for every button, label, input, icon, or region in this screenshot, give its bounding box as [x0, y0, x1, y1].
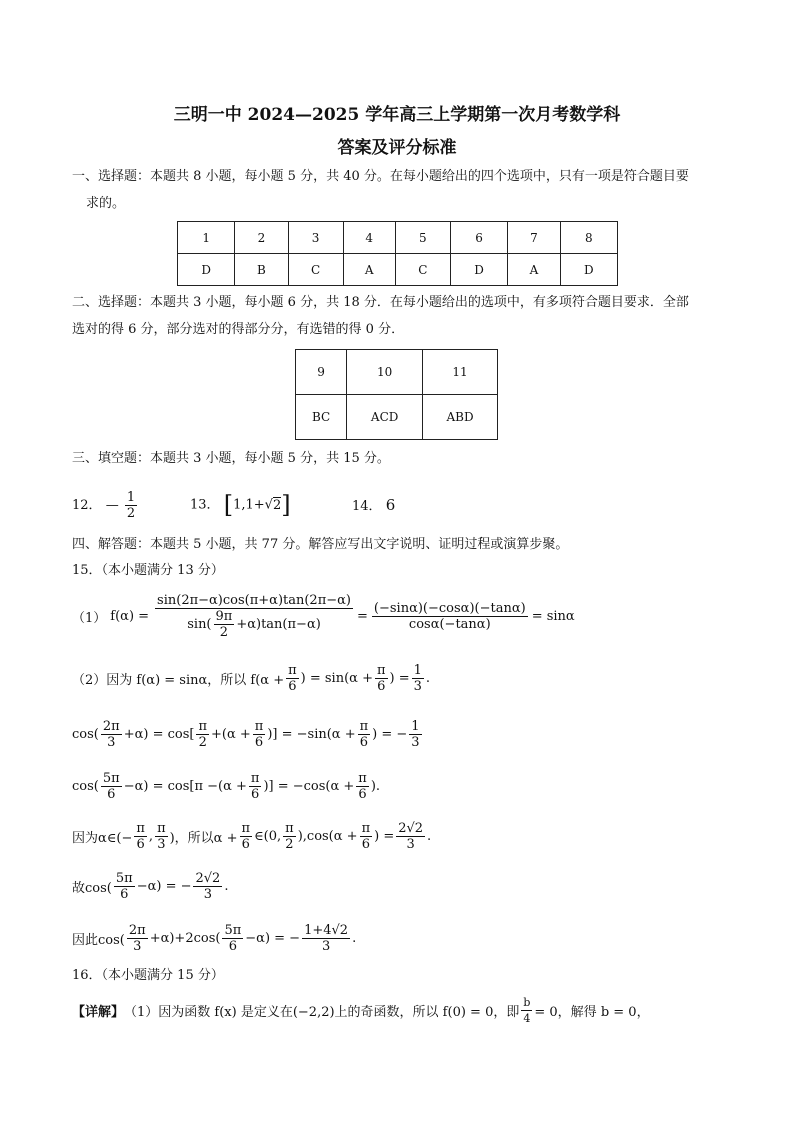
fraction [375, 663, 388, 694]
text: )] = −cos(α + [263, 778, 355, 794]
text: ) = − [372, 726, 408, 742]
table-cell: 6 [450, 222, 507, 254]
text: ) = [374, 828, 395, 844]
den: 3 [133, 938, 142, 954]
q15-line5 [72, 816, 431, 856]
den: 3 [411, 734, 420, 750]
equals: = [357, 608, 368, 624]
text: 因为α∈(− [72, 830, 133, 846]
den: 6 [241, 836, 250, 852]
den: 3 [406, 836, 415, 852]
num: π [241, 820, 251, 836]
inner-num: 9π [215, 608, 233, 624]
q12-answer [72, 488, 139, 524]
den: 6 [136, 836, 145, 852]
text: −α) = − [136, 878, 192, 894]
period: . [425, 670, 431, 686]
q14-value: 6 [385, 496, 396, 514]
fraction [193, 871, 222, 902]
period: . [427, 828, 432, 844]
result: = sinα [531, 608, 575, 624]
fraction [412, 663, 424, 694]
table-cell: 9 [296, 350, 347, 395]
text: ∈(0, [254, 828, 282, 844]
inner-fraction [214, 609, 235, 640]
text: = 0，解得 b = 0， [534, 1004, 650, 1020]
q14-label: 14． [352, 499, 382, 514]
table-cell: 2 [235, 222, 288, 254]
q13-answer: 13． [1,1+√2] [190, 491, 291, 519]
text: ). [370, 778, 381, 794]
denominator: cosα(−tanα) [408, 616, 491, 632]
table-cell: 5 [395, 222, 450, 254]
q15-line3 [72, 714, 424, 754]
q13-sqrt-arg: 2 [272, 497, 282, 513]
period: . [352, 930, 357, 946]
num: 1+4√2 [304, 922, 349, 938]
period: . [224, 878, 229, 894]
section2-heading-cont: 选对的得 6 分，部分选对的得部分分，有选错的得 0 分． [72, 322, 405, 337]
choice-answer-table [177, 221, 618, 286]
den: 6 [358, 786, 367, 802]
den: 3 [321, 938, 331, 954]
text: cos( [72, 726, 99, 742]
num: 1 [411, 718, 420, 734]
multi-answer-table [295, 349, 498, 440]
num: π [198, 718, 207, 734]
den: 3 [157, 836, 166, 852]
q12-sign: — [105, 498, 119, 513]
text: ) = sin(α + [300, 670, 373, 686]
inner-den: 2 [219, 624, 229, 640]
den: 6 [251, 786, 260, 802]
section1-heading: 一、选择题：本题共 8 小题，每小题 5 分，共 40 分。在每小题给出的四个选项中，只有一项是符合题目要 [72, 169, 689, 184]
q15-part2-line1 [72, 658, 430, 698]
table-cell: A [508, 254, 560, 286]
fraction [114, 871, 135, 902]
q12-numerator: 1 [126, 490, 136, 505]
text: )] = −sin(α + [267, 726, 356, 742]
num: π [361, 820, 371, 836]
text: （1）因为函数 f(x) 是定义在(−2,2)上的奇函数，所以 f(0) = 0，即 [124, 1004, 520, 1020]
den: 3 [107, 734, 116, 750]
den-part: sin( [187, 616, 212, 632]
q14-answer [352, 495, 395, 514]
text: +α) = cos[ [123, 726, 195, 742]
den: 6 [228, 938, 237, 954]
fraction [356, 771, 369, 802]
num: 5π [102, 770, 120, 786]
table-cell: BC [296, 395, 347, 440]
den: 6 [254, 734, 264, 750]
table-cell: 1 [178, 222, 235, 254]
den: 2 [285, 836, 294, 852]
fraction [101, 771, 122, 802]
q15-line7 [72, 918, 356, 958]
text: −α) = − [245, 930, 301, 946]
num: 2π [102, 718, 120, 734]
q15-header: 15．（本小题满分 13 分） [72, 563, 224, 578]
table-cell: ACD [347, 395, 423, 440]
text: −α) = cos[π −(α + [123, 778, 247, 794]
den: 3 [203, 886, 213, 902]
table-cell: D [450, 254, 507, 286]
num: π [250, 770, 260, 786]
den: 4 [523, 1011, 531, 1025]
q15-fraction-2 [372, 601, 528, 632]
den: 6 [359, 734, 369, 750]
fraction [521, 995, 532, 1026]
num: π [254, 718, 264, 734]
q13-label: 13． [190, 497, 220, 513]
table-cell: 10 [347, 350, 423, 395]
text: )，所以α + [169, 830, 238, 846]
den: 6 [107, 786, 116, 802]
fraction [409, 719, 421, 750]
num: b [523, 995, 531, 1009]
q15-part1-label: （1） [72, 610, 107, 626]
q12-fraction [125, 490, 137, 521]
text: ) = [389, 670, 410, 686]
table-cell: A [343, 254, 395, 286]
q15-line6 [72, 866, 228, 906]
table-cell: 7 [508, 222, 560, 254]
den: 6 [377, 678, 386, 694]
fraction [101, 719, 122, 750]
fraction [283, 821, 296, 852]
fraction [134, 821, 147, 852]
text: +α)+2cos( [149, 930, 221, 946]
q16-detail [72, 990, 650, 1030]
q12-label: 12． [72, 498, 102, 513]
table-cell: D [178, 254, 235, 286]
section3-heading: 三、填空题：本题共 3 小题，每小题 5 分，共 15 分。 [72, 451, 390, 466]
fraction [196, 719, 209, 750]
section1-heading-cont: 求的。 [86, 196, 126, 211]
num: 5π [224, 922, 242, 938]
num: 2√2 [195, 870, 221, 886]
numerator: (−sinα)(−cosα)(−tanα) [373, 600, 526, 616]
fraction [302, 923, 350, 954]
text: （2）因为 f(α) = sinα，所以 f(α + [72, 672, 285, 688]
table-cell: 8 [560, 222, 617, 254]
num: 1 [413, 662, 422, 678]
den: 3 [413, 678, 422, 694]
num: π [288, 662, 297, 678]
page-title: 三明一中 2024—2025 学年高三上学期第一次月考数学科 [173, 105, 621, 125]
num: π [136, 820, 145, 836]
table-cell: D [560, 254, 617, 286]
num: π [157, 820, 166, 836]
fraction [360, 821, 373, 852]
text: 因此cos( [72, 932, 125, 948]
table-cell: ABD [423, 395, 498, 440]
fraction [240, 821, 253, 852]
detail-label: 【详解】 [72, 1004, 125, 1020]
table-cell: 11 [423, 350, 498, 395]
q15-line4 [72, 766, 380, 806]
q12-denominator: 2 [126, 506, 136, 521]
q15-fraction-1 [155, 593, 353, 640]
denominator [185, 609, 323, 640]
text: , [148, 828, 154, 844]
num: π [285, 820, 294, 836]
table-cell: B [235, 254, 288, 286]
section4-heading: 四、解答题：本题共 5 小题，共 77 分。解答应写出文字说明、证明过程或演算步聚。 [72, 537, 569, 552]
fraction [358, 719, 371, 750]
numerator: sin(2π−α)cos(π+α)tan(2π−α) [157, 592, 351, 608]
num: 2√2 [398, 820, 424, 836]
den: 6 [288, 678, 297, 694]
num: π [359, 718, 369, 734]
num: 2π [128, 922, 146, 938]
text: ),cos(α + [297, 828, 358, 844]
q16-header: 16．（本小题满分 15 分） [72, 968, 224, 983]
table-cell: C [288, 254, 343, 286]
q13-interval-start: 1,1+ [233, 497, 265, 513]
num: 5π [115, 870, 133, 886]
fraction [253, 719, 266, 750]
num: π [376, 662, 386, 678]
num: π [358, 770, 367, 786]
q15-part1 [72, 588, 575, 644]
page-subtitle: 答案及评分标准 [337, 138, 457, 158]
section2-heading: 二、选择题：本题共 3 小题，每小题 6 分，共 18 分．在每小题给出的选项中，有多项符合题目要求．全部 [72, 295, 689, 310]
table-cell: C [395, 254, 450, 286]
fraction [249, 771, 262, 802]
text: +(α + [211, 726, 251, 742]
f-alpha: f(α) = [110, 608, 150, 624]
table-cell: 3 [288, 222, 343, 254]
den: 6 [361, 836, 370, 852]
fraction [222, 923, 243, 954]
den-part: +α)tan(π−α) [236, 616, 321, 632]
fraction [155, 821, 168, 852]
den: 6 [120, 886, 129, 902]
fraction [396, 821, 425, 852]
den: 2 [198, 734, 207, 750]
text: 故cos( [72, 880, 112, 896]
fraction [286, 663, 299, 694]
text: cos( [72, 778, 99, 794]
fraction [127, 923, 148, 954]
table-cell: 4 [343, 222, 395, 254]
